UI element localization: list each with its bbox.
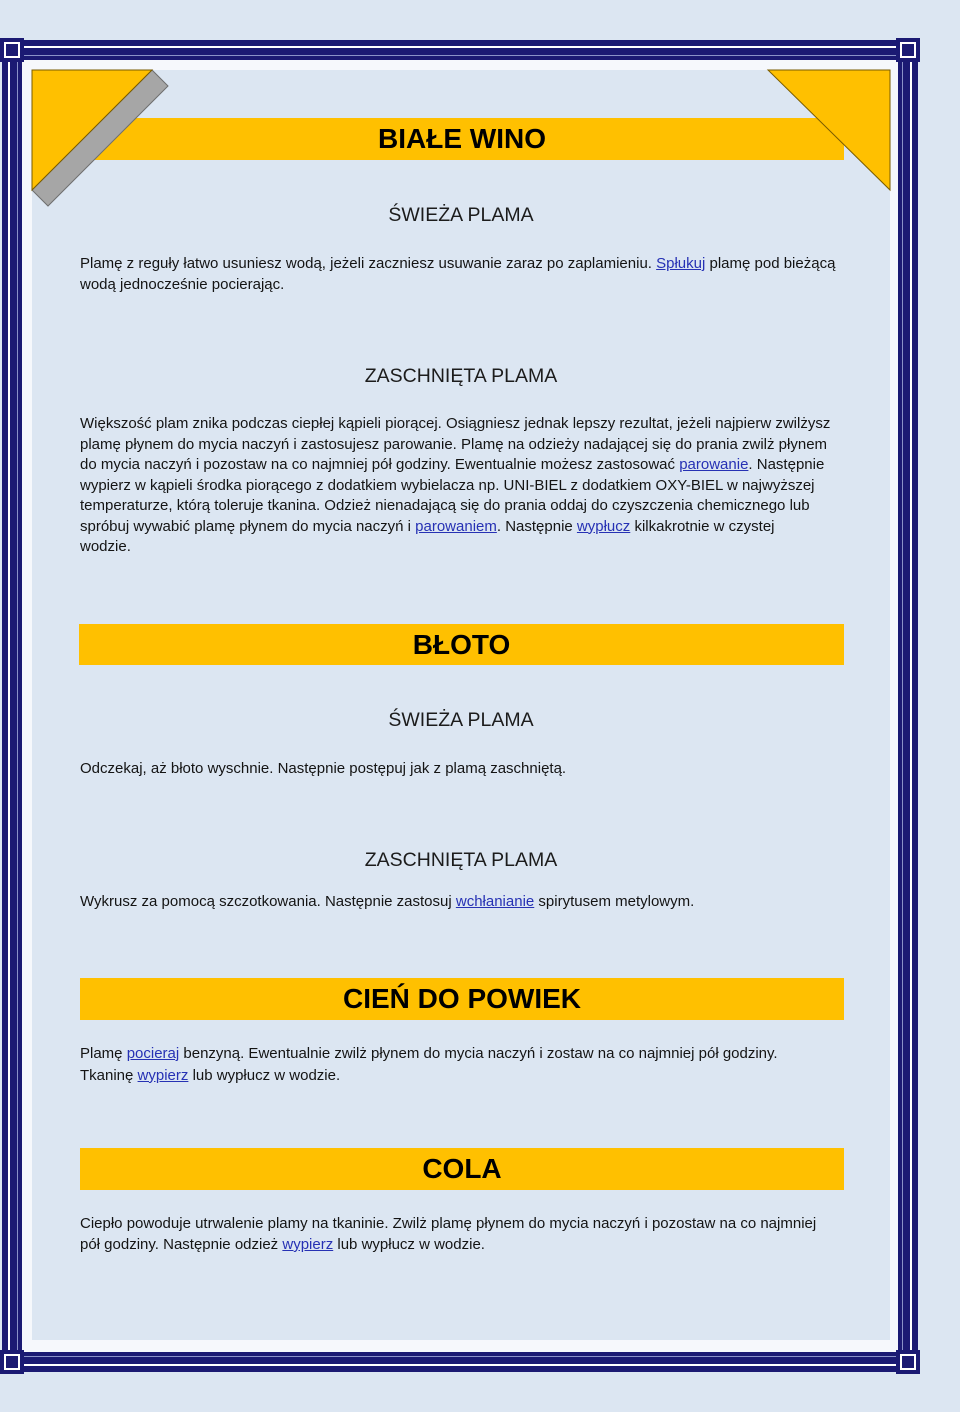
paragraph xyxy=(80,1213,816,1255)
paragraph-line xyxy=(80,476,830,497)
paragraph-line xyxy=(80,537,830,558)
section-title-banner xyxy=(80,978,844,1020)
text-run: Plamę xyxy=(80,1045,127,1062)
text-run: . Następnie xyxy=(748,456,825,473)
paragraph-line xyxy=(80,435,830,456)
text-run: pół godziny. Następnie odzież xyxy=(80,1236,283,1253)
paragraph-line xyxy=(80,455,830,476)
link-pocieraj[interactable]: pocieraj xyxy=(126,1045,180,1062)
paragraph-line xyxy=(80,1213,816,1234)
text-run: lub wypłucz w wodzie. xyxy=(188,1066,341,1084)
paragraph-line xyxy=(80,892,694,913)
link-parowanie[interactable]: parowanie xyxy=(679,456,749,473)
border-corner-top-left xyxy=(0,38,24,62)
subheading-fresh-stain: ŚWIEŻA PLAMA xyxy=(388,204,534,226)
section-title-banner xyxy=(80,1148,844,1190)
text-run: wodzie. xyxy=(80,538,131,555)
border-corner-top-right xyxy=(896,38,920,62)
section-title: BŁOTO xyxy=(412,628,511,660)
text-run: Tkaninę xyxy=(80,1066,138,1084)
paragraph xyxy=(80,1043,778,1086)
paragraph-line xyxy=(80,517,830,538)
text-run: spróbuj wywabić plamę płynem do mycia naczyń i xyxy=(80,517,416,535)
text-run: kilkakrotnie w czystej xyxy=(630,517,775,535)
section-title: CIEŃ DO POWIEK xyxy=(342,983,581,1014)
paragraph-line xyxy=(80,414,830,435)
paragraph-fresh-stain xyxy=(80,254,835,295)
paragraph-fresh-stain xyxy=(80,759,566,780)
subheading-dried-stain: ZASCHNIĘTA PLAMA xyxy=(364,849,558,871)
paragraph-line xyxy=(80,496,830,517)
text-run: benzyną. Ewentualnie zwilż płynem do mycia naczyń i zostaw na co najmniej pół godziny. xyxy=(179,1045,778,1062)
section-title-banner xyxy=(80,118,844,160)
paragraph-dried-stain xyxy=(80,414,830,558)
link-wypierz[interactable]: wypierz xyxy=(137,1066,189,1084)
text-run: plamę pod bieżącą xyxy=(705,255,836,272)
text-run: spirytusem metylowym. xyxy=(534,893,695,910)
text-run: plamę płynem do mycia naczyń i zastosujesz parowanie. Plamę na odzieży nadającej się do prania zwilż płynem xyxy=(80,435,828,453)
paragraph-line xyxy=(80,759,566,780)
paragraph-line xyxy=(80,1065,778,1087)
paragraph-line xyxy=(80,254,835,275)
text-run: . Następnie xyxy=(496,517,577,535)
link-wyplucz[interactable]: wypłucz xyxy=(576,517,631,535)
paragraph-line xyxy=(80,1043,778,1065)
text-run: wodą jednocześnie pocierając. xyxy=(80,275,285,293)
subheading-fresh-stain: ŚWIEŻA PLAMA xyxy=(388,709,534,731)
text-run: Odczekaj, aż błoto wyschnie. Następnie postępuj jak z plamą zaschniętą. xyxy=(80,760,567,777)
section-title: COLA xyxy=(422,1153,502,1184)
link-splukuj[interactable]: Spłukuj xyxy=(656,255,706,272)
text-run: do mycia naczyń i pozostaw na co najmniej pół godziny. Ewentualnie możesz zastosować xyxy=(80,456,680,473)
link-parowaniem[interactable]: parowaniem xyxy=(415,517,497,535)
subheading-dried-stain: ZASCHNIĘTA PLAMA xyxy=(364,365,558,387)
section-title-banner xyxy=(79,624,844,665)
paragraph-line xyxy=(80,1234,816,1255)
text-run: wypierz w kąpieli środka piorącego z dodatkiem wybielacza np. UNI-BIEL z dodatkiem OXY-BIEL w najwyższej xyxy=(80,476,815,494)
section-title: BIAŁE WINO xyxy=(378,123,546,154)
text-run: lub wypłucz w wodzie. xyxy=(333,1236,485,1253)
border-corner-bottom-left xyxy=(0,1350,24,1374)
text-run: Plamę z reguły łatwo usuniesz wodą, jeżeli zaczniesz usuwanie zaraz po zaplamieniu. xyxy=(80,255,657,272)
link-wypierz[interactable]: wypierz xyxy=(282,1236,334,1253)
border-corner-bottom-right xyxy=(896,1350,920,1374)
paragraph-dried-stain xyxy=(80,892,694,913)
text-run: Ciepło powoduje utrwalenie plamy na tkaninie. Zwilż plamę płynem do mycia naczyń i pozostaw na co najmniej xyxy=(80,1215,817,1232)
text-run: Wykrusz za pomocą szczotkowania. Następnie zastosuj xyxy=(80,893,456,910)
link-wchlanianie[interactable]: wchłanianie xyxy=(455,893,535,910)
text-run: Większość plam znika podczas ciepłej kąpieli piorącej. Osiągniesz jednak lepszy rezultat, jeżeli najpierw zwilżysz xyxy=(80,415,831,432)
paragraph-line xyxy=(80,275,835,296)
text-run: temperaturze, którą toleruje tkanina. Odzież nienadającą się do prania oddaj do czyszczenia chemicznego lub xyxy=(80,497,810,514)
